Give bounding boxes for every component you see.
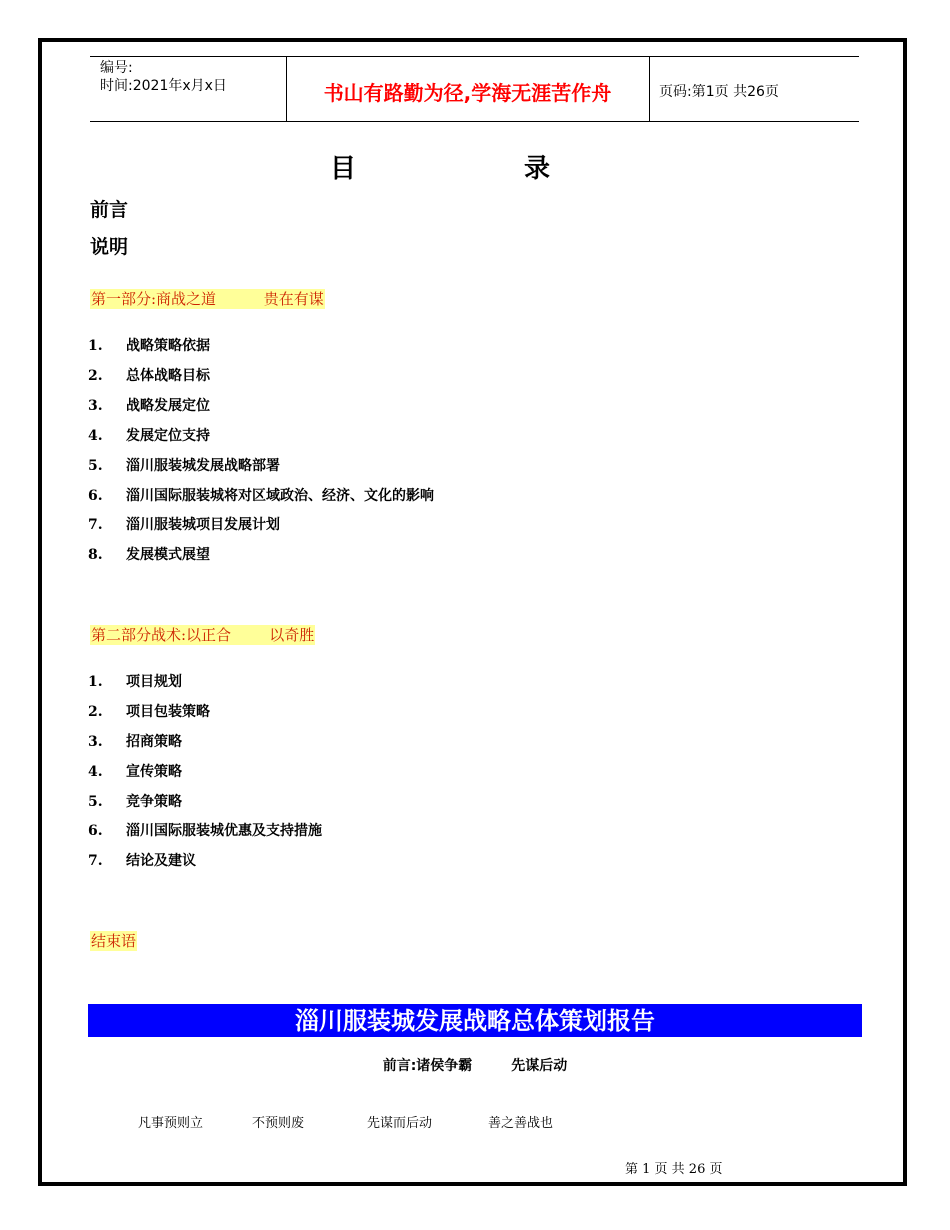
list-item: 6. 淄川国际服装城将对区域政治、经济、文化的影响: [88, 488, 434, 504]
list-item: 8. 发展模式展望: [88, 547, 210, 563]
list-item: 3. 招商策略: [88, 734, 182, 750]
header-divider: [649, 57, 650, 121]
quote-text: 先谋而后动: [367, 1116, 433, 1131]
header-motto: 书山有路勤为径,学海无涯苦作舟: [323, 81, 612, 105]
list-item: 4. 发展定位支持: [88, 428, 210, 444]
toc-title-right: 录: [524, 154, 551, 184]
toc-title-left: 目: [330, 154, 357, 184]
document-time-label: 时间:2021年x月x日: [100, 78, 227, 94]
header-page-info: 页码:第1页 共26页: [659, 84, 779, 100]
list-item: 6. 淄川国际服装城优惠及支持措施: [88, 823, 322, 839]
list-item: 1. 战略策略依据: [88, 338, 210, 354]
document-number-label: 编号:: [100, 60, 133, 76]
part1-heading: 第一部分:商战之道 贵在有谋: [91, 290, 324, 308]
toc-preface: 前言: [90, 199, 129, 221]
quote-text: 不预则废: [252, 1116, 305, 1131]
report-title-banner: 淄川服装城发展战略总体策划报告: [88, 1004, 862, 1037]
list-item: 2. 项目包装策略: [88, 704, 210, 720]
header-meta: [100, 59, 227, 95]
list-item: 7. 结论及建议: [88, 853, 196, 869]
quote-text: 凡事预则立: [138, 1116, 204, 1131]
list-item: 5. 淄川服装城发展战略部署: [88, 458, 280, 474]
document-header: [90, 56, 859, 122]
preface-line: 前言:诸侯争霸 先谋后动: [382, 1058, 568, 1074]
list-item: 4. 宣传策略: [88, 764, 182, 780]
toc-explanation: 说明: [90, 236, 129, 258]
list-item: 7. 淄川服装城项目发展计划: [88, 517, 280, 533]
conclusion-heading: 结束语: [91, 932, 137, 950]
list-item: 1. 项目规划: [88, 674, 182, 690]
list-item: 2. 总体战略目标: [88, 368, 210, 384]
list-item: 3. 战略发展定位: [88, 398, 210, 414]
page-footer: 第 1 页 共 26 页: [625, 1162, 723, 1177]
list-item: 5. 竞争策略: [88, 794, 182, 810]
part2-heading: 第二部分战术:以正合 以奇胜: [91, 626, 315, 644]
quote-text: 善之善战也: [488, 1116, 554, 1131]
